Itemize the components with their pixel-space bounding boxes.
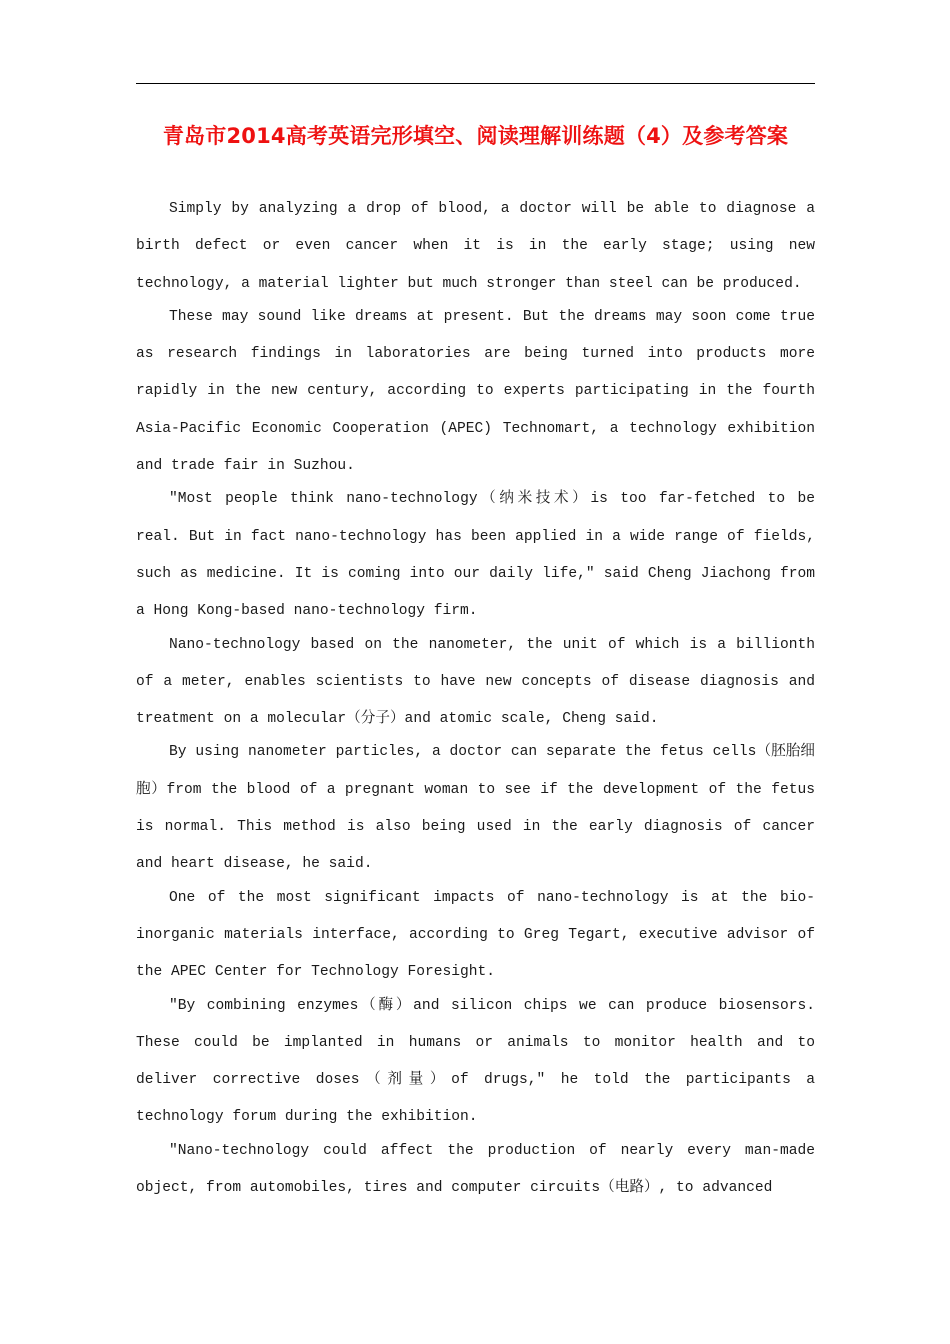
page-title: 青岛市2014高考英语完形填空、阅读理解训练题（4）及参考答案 xyxy=(162,124,789,148)
paragraph-1: Simply by analyzing a drop of blood, a doctor will be able to diagnose a birth defect or even cancer when it is in the early stage; using new technology, a material lighter but much stronger than steel can be produced. xyxy=(136,201,815,292)
paragraph-8: "Nano-technology could affect the production of nearly every man-made object, from automobiles, tires and computer circuits（电路）, to advanced xyxy=(136,1142,815,1197)
paragraph-5: By using nanometer particles, a doctor can separate the fetus cells（胚胎细胞）from the blood of a pregnant woman to see if the development of the fetus is normal. This method is also being used in the early diagnosis of cancer and heart disease, he said. xyxy=(136,744,815,873)
paragraph-4: Nano-technology based on the nanometer, the unit of which is a billionth of a meter, enables scientists to have new concepts of disease diagnosis and treatment on a molecular（分子）and atomic scale, Cheng said. xyxy=(136,636,815,728)
paragraph-3: "Most people think nano-technology（纳米技术）is too far-fetched to be real. But in fact nano-technology has been applied in a wide range of fields, such as medicine. It is coming into our daily life," said Cheng Jiachong from a Hong Kong-based nano-technology firm. xyxy=(136,491,815,620)
paragraph-6: One of the most significant impacts of nano-technology is at the bio-inorganic materials interface, according to Greg Tegart, executive advisor of the APEC Center for Technology Foresight. xyxy=(136,889,815,981)
article-body xyxy=(136,191,815,1203)
paragraph-2: These may sound like dreams at present. But the dreams may soon come true as research findings in laboratories are being turned into products more rapidly in the new century, according to experts participating in the fourth Asia-Pacific Economic Cooperation (APEC) Technomart, a technology exhibition and trade fair in Suzhou. xyxy=(136,308,815,475)
header-rule xyxy=(136,83,815,84)
paragraph-7: "By combining enzymes（酶）and silicon chips we can produce biosensors. These could be implanted in humans or animals to monitor health and to deliver corrective doses（剂量）of drugs," he told the participants a technology forum during the exhibition. xyxy=(136,997,815,1126)
